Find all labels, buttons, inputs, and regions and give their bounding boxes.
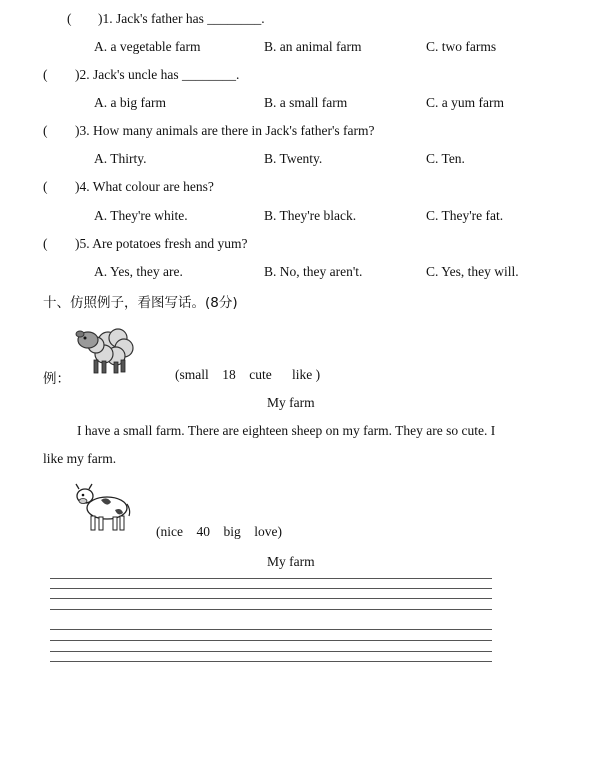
option-c[interactable]: C. a yum farm [426,95,504,110]
options-5 [0,264,608,284]
question-text: )5. Are potatoes fresh and yum? [75,236,248,251]
task-words: (nice 40 big love) [156,524,282,539]
question-5 [0,236,608,256]
section-heading: 十、仿照例子，看图写话。(8分) [43,295,238,311]
example-text-line-1: I have a small farm. There are eighteen sheep on my farm. They are so cute. I [77,423,496,438]
option-a[interactable]: A. a vegetable farm [94,39,201,54]
option-c[interactable]: C. two farms [426,39,497,54]
option-c[interactable]: C. Yes, they will. [426,264,519,279]
question-3 [0,123,608,143]
writing-line[interactable] [50,651,492,652]
question-4 [0,179,608,199]
writing-line[interactable] [50,598,492,599]
writing-line[interactable] [50,588,492,589]
question-2 [0,67,608,87]
example-label: 例： [43,371,70,387]
answer-paren[interactable]: ( [67,11,72,26]
writing-line[interactable] [50,661,492,662]
answer-paren[interactable]: ( [43,179,48,194]
options-2 [0,95,608,115]
option-a[interactable]: A. Yes, they are. [94,264,183,279]
example-title: My farm [267,395,315,410]
option-c[interactable]: C. Ten. [426,151,465,166]
option-a[interactable]: A. a big farm [94,95,166,110]
writing-line[interactable] [50,609,492,610]
option-b[interactable]: B. an animal farm [264,39,362,54]
question-text: )2. Jack's uncle has ________. [75,67,240,82]
cow-icon [73,480,133,534]
options-3 [0,151,608,171]
sheep-icon [72,318,136,376]
task-title: My farm [267,554,315,569]
question-text: )4. What colour are hens? [75,179,214,194]
example-words: (small 18 cute like ) [175,367,321,382]
writing-line[interactable] [50,629,492,630]
options-1 [0,39,608,59]
option-b[interactable]: B. No, they aren't. [264,264,363,279]
question-text: )1. Jack's father has ________. [98,11,265,26]
option-c[interactable]: C. They're fat. [426,208,504,223]
answer-paren[interactable]: ( [43,236,48,251]
question-text: )3. How many animals are there in Jack's father's farm? [75,123,375,138]
option-a[interactable]: A. They're white. [94,208,188,223]
option-b[interactable]: B. Twenty. [264,151,323,166]
options-4 [0,208,608,228]
option-b[interactable]: B. a small farm [264,95,348,110]
option-b[interactable]: B. They're black. [264,208,357,223]
answer-paren[interactable]: ( [43,67,48,82]
writing-line[interactable] [50,578,492,579]
option-a[interactable]: A. Thirty. [94,151,147,166]
answer-paren[interactable]: ( [43,123,48,138]
question-1 [0,11,608,31]
writing-line[interactable] [50,640,492,641]
example-text-line-2: like my farm. [43,451,117,466]
